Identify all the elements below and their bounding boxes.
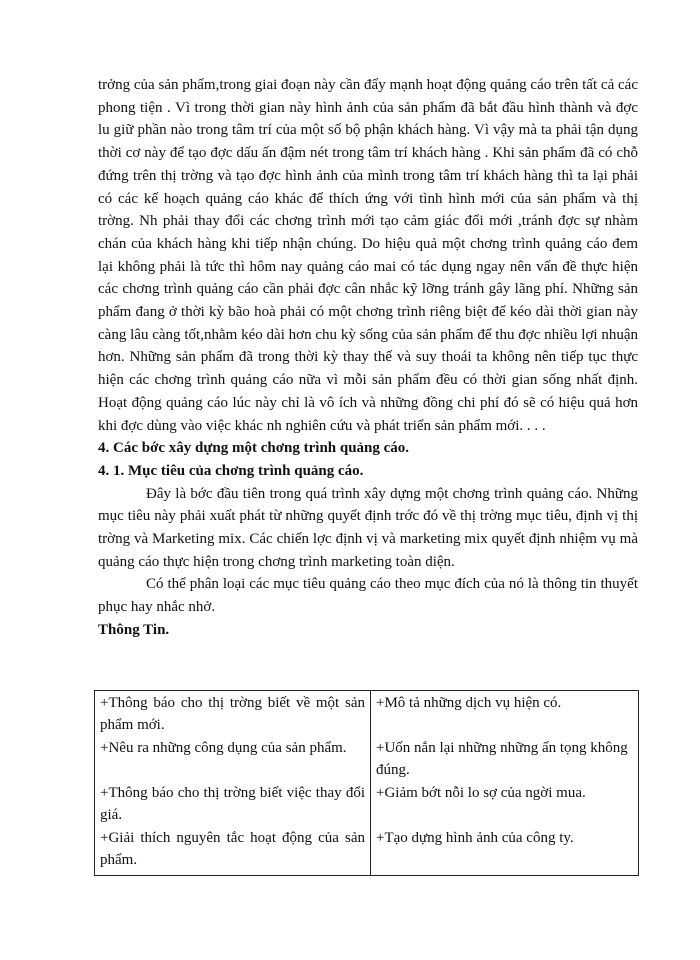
paragraph-lifecycle: trởng của sản phẩm,trong giai đoạn này cần đẩy mạnh hoạt động quảng cáo trên tất cả các phong tiện . Vì trong thời gian này hình ảnh của sản phẩm đã bắt đầu hình thành và đợc lu giữ phần nào trong tâm trí của một số bộ phận khách hàng. Vì vậy mà ta phải tận dụng thời cơ này để tạo đợc dấu ấn đậm nét trong tâm trí khách hàng . Khi sản phẩm đã có chỗ đứng trên thị trờng và tạo đợc hình ảnh của mình trong tâm trí khách hàng thì ta lại phải có các kế hoạch quảng cáo khác để thích ứng với tình hình mới của sản phẩm và thị trờng. Nh phải thay đổi các chơng trình mới tạo cảm giác đổi mới ,tránh đợc sự nhàm chán của khách hàng khi tiếp nhận chúng. Do hiệu quả một chơng trình quảng cáo đem lại không phải là tức thì hôm nay quảng cáo mai có tác dụng ngay nên vấn đề thực hiện các chơng trình quảng cáo cần phải đợc cân nhắc kỹ lỡng tránh gây lãng phí. Những sản phẩm đang ở thời kỳ bão hoà phải có một chơng trình riêng biệt để kéo dài thời gian này càng lâu càng tốt,nhằm kéo dài hơn chu kỳ sống của sản phẩm để thu đợc nhiều lợi nhuận hơn. Những sản phẩm đã trong thời kỳ thay thế và suy thoái ta không nên tiếp tục thực hiện các chơng trình quảng cáo nữa vì mỗi sản phẩm đều có thời gian sống nhất định. Hoạt động quảng cáo lúc này chỉ là vô ích và những đồng chi phí đó sẽ có hiệu quả hơn khi đợc dùng vào việc khác nh nghiên cứu và phát triển sản phẩm mới. . . .	[98, 77, 638, 434]
table-cell: +Mô tả những dịch vụ hiện có.	[371, 691, 639, 737]
table-cell: +Giảm bớt nỗi lo sợ của ngời mua.	[371, 781, 639, 826]
document-body	[98, 74, 638, 642]
table-cell: +Tạo dựng hình ảnh của công ty.	[371, 826, 639, 876]
table-cell: +Nêu ra những công dụng của sản phẩm.	[95, 736, 371, 781]
table-row	[95, 691, 639, 737]
table-cell: +Thông báo cho thị trờng biết việc thay đổi giá.	[95, 781, 371, 826]
advertising-goals-table	[94, 690, 639, 876]
paragraph-goals: Đây là bớc đầu tiên trong quá trình xây dựng một chơng trình quảng cáo. Những mục tiêu này phải xuất phát từ những quyết định trớc đó về thị trờng mục tiêu, định vị thị trờng và Marketing mix. Các chiến lợc định vị và marketing mix quyết định nhiệm vụ mà quảng cáo thực hiện trong chơng trình marketing toàn diện.	[98, 485, 638, 570]
table-cell: +Thông báo cho thị trờng biết về một sản phẩm mới.	[95, 691, 371, 737]
table-row	[95, 781, 639, 826]
table-row	[95, 736, 639, 781]
heading-information: Thông Tin.	[98, 621, 170, 638]
table-cell: +Uốn nắn lại những những ấn tọng không đúng.	[371, 736, 639, 781]
section-heading-4-1: 4. 1. Mục tiêu của chơng trình quảng cáo.	[98, 462, 364, 479]
table-cell: +Giải thích nguyên tắc hoạt động của sản phẩm.	[95, 826, 371, 876]
table-row	[95, 826, 639, 876]
paragraph-classify: Có thể phân loại các mục tiêu quảng cáo theo mục đích của nó là thông tin thuyết phục hay nhắc nhở.	[98, 576, 638, 616]
section-heading-4: 4. Các bớc xây dựng một chơng trình quảng cáo.	[98, 440, 410, 457]
